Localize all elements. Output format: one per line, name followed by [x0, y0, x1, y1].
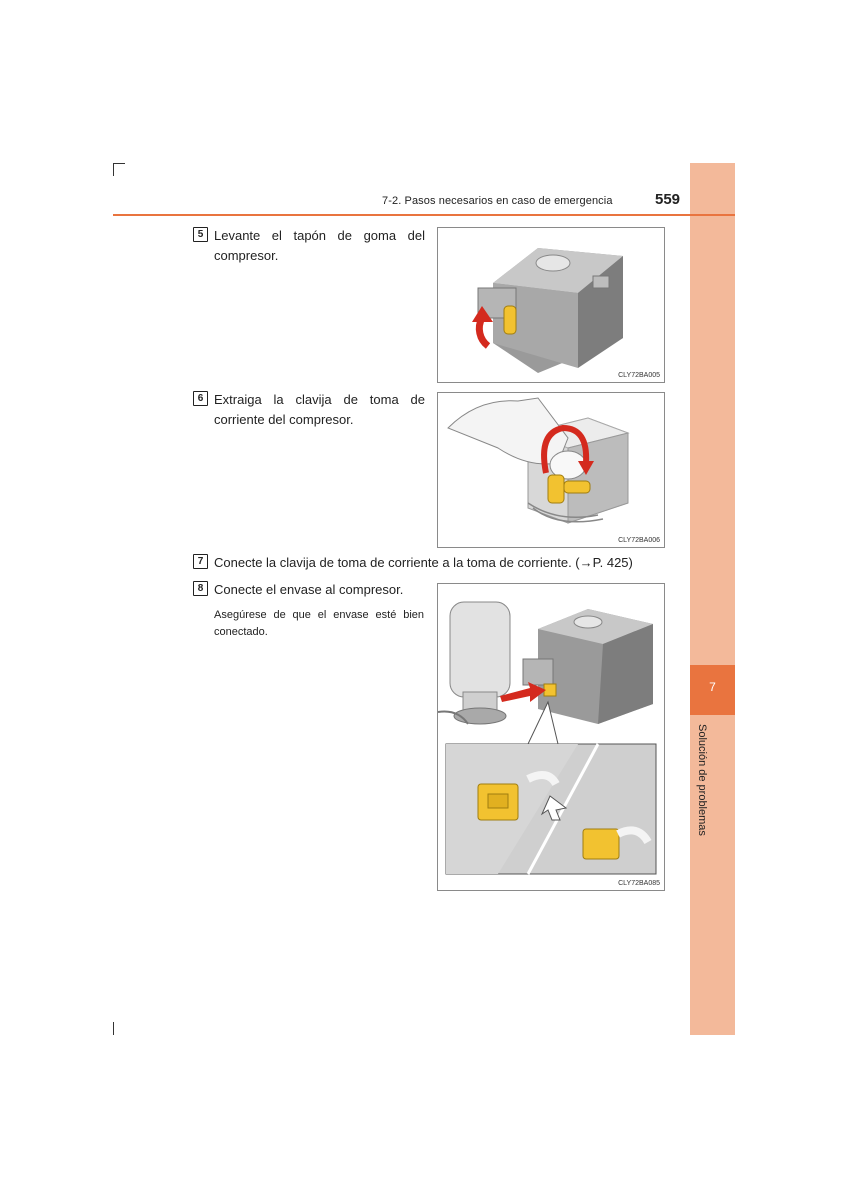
- step-8-note: Asegúrese de que el envase esté bien conectado.: [214, 609, 424, 638]
- step-7: [193, 553, 653, 573]
- crop-mark-bottom-v: [113, 1022, 114, 1035]
- side-tab-band: [690, 163, 735, 1035]
- crop-mark-top-h: [113, 163, 125, 164]
- page-number: 559: [655, 191, 681, 208]
- step-text: Extraiga la clavija de toma de corriente del compresor.: [214, 392, 425, 427]
- compressor-illustration: [438, 228, 664, 382]
- chapter-title: Solución de problemas: [696, 724, 708, 836]
- step-5: [193, 226, 425, 266]
- crop-mark-top-v: [113, 163, 114, 176]
- step-number-badge: 6: [193, 391, 208, 406]
- chapter-number: 7: [709, 680, 716, 694]
- figure-code: CLY72BA006: [618, 537, 660, 544]
- step-text: Conecte el envase al compresor.: [214, 582, 404, 597]
- figure-step-8: [437, 583, 665, 891]
- step-number-badge: 8: [193, 581, 208, 596]
- section-title: 7-2. Pasos necesarios en caso de emergencia: [382, 195, 613, 207]
- step-number-badge: 5: [193, 227, 208, 242]
- step-8: [193, 580, 425, 600]
- step-text: Conecte la clavija de toma de corriente a la toma de corriente. (→P. 425): [214, 555, 633, 570]
- figure-code: CLY72BA085: [618, 880, 660, 887]
- figure-step-5: [437, 227, 665, 383]
- step-6: [193, 390, 425, 430]
- sealant-bottle-illustration: [438, 584, 664, 890]
- figure-step-6: [437, 392, 665, 548]
- step-text: Levante el tapón de goma del compresor.: [214, 228, 425, 263]
- chapter-number-box: [690, 665, 735, 715]
- step-number-badge: 7: [193, 554, 208, 569]
- power-plug-illustration: [438, 393, 664, 547]
- figure-code: CLY72BA005: [618, 372, 660, 379]
- header-rule: [113, 214, 735, 216]
